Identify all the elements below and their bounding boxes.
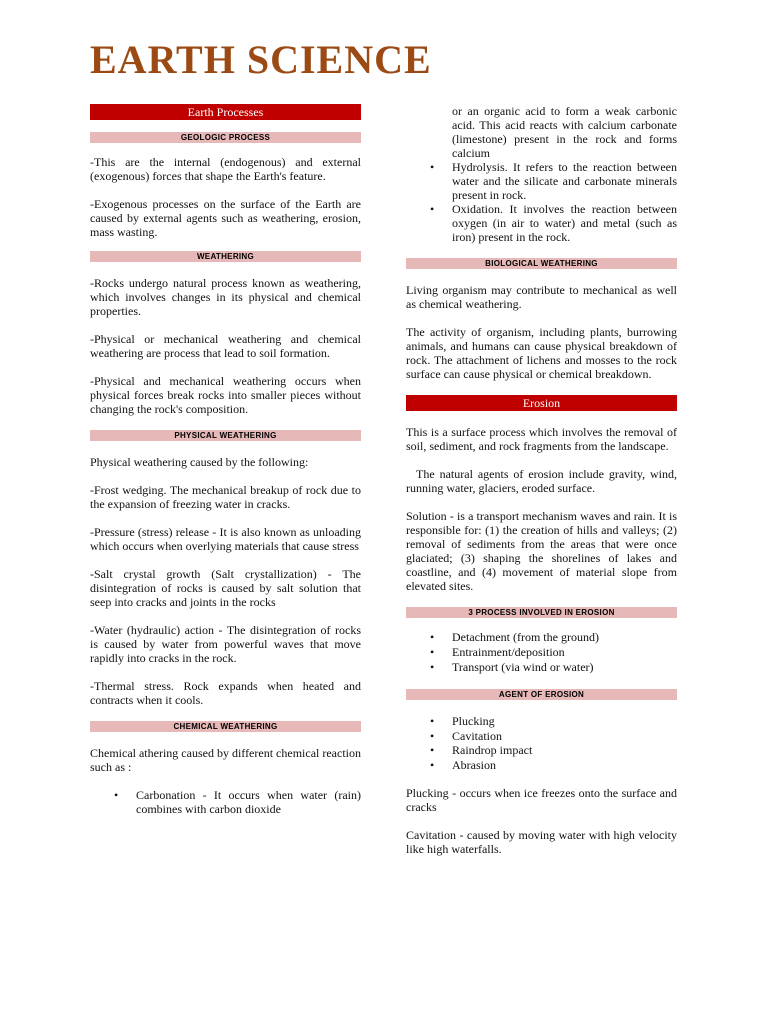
bullet-list [406, 160, 677, 244]
agent-list [406, 714, 677, 772]
section-heading-earth-processes: Earth Processes [90, 104, 361, 120]
list-item: • Entrainment/deposition [452, 645, 677, 660]
paragraph: The activity of organism, including plants, burrowing animals, and humans can cause physical breakdown of rock. The attachment of lichens and mosses to the rock surface can cause physical or chemical breakdown. [406, 325, 677, 381]
paragraph: -Physical and mechanical weathering occurs when physical forces break rocks into smaller pieces without changing the rock's composition. [90, 374, 361, 416]
paragraph: Living organism may contribute to mechanical as well as chemical weathering. [406, 283, 677, 311]
list-item: • Abrasion [452, 758, 677, 773]
paragraph: -Rocks undergo natural process known as weathering, which involves changes in its physical and chemical properties. [90, 276, 361, 318]
list-item: • Oxidation. It involves the reaction between oxygen (in air to water) and metal (such as iron) present in the rock. [452, 202, 677, 244]
paragraph: -This are the internal (endogenous) and external (exogenous) forces that shape the Earth's feature. [90, 155, 361, 183]
bullet-list [90, 788, 361, 816]
paragraph: -Salt crystal growth (Salt crystallization) - The disintegration of rocks is caused by salt solution that seep into cracks and joints in the rocks [90, 567, 361, 609]
paragraph: -Physical or mechanical weathering and chemical weathering are process that lead to soil formation. [90, 332, 361, 360]
paragraph: -Exogenous processes on the surface of the Earth are caused by external agents such as weathering, erosion, mass wasting. [90, 197, 361, 239]
paragraph: or an organic acid to form a weak carbonic acid. This acid reacts with calcium carbonate (limestone) present in the rock and forms calcium [452, 104, 677, 160]
page-title: EARTH SCIENCE [90, 37, 432, 82]
list-item: • Transport (via wind or water) [452, 660, 677, 675]
list-item: • Detachment (from the ground) [452, 630, 677, 645]
paragraph: Physical weathering caused by the following: [90, 455, 309, 469]
subheading-geologic-process: GEOLOGIC PROCESS [90, 132, 361, 143]
list-item: • Hydrolysis. It refers to the reaction between water and the silicate and carbonate minerals present in rock. [452, 160, 677, 202]
list-item: • Carbonation - It occurs when water (rain) combines with carbon dioxide [136, 788, 361, 816]
list-item: • Cavitation [452, 729, 677, 744]
subheading-biological-weathering: BIOLOGICAL WEATHERING [406, 258, 677, 269]
paragraph: -Water (hydraulic) action - The disintegration of rocks is caused by water from powerful waves that move rapidly into cracks in the rock. [90, 623, 361, 665]
left-column [90, 104, 361, 816]
list-item: • Raindrop impact [452, 743, 677, 758]
paragraph: This is a surface process which involves the removal of soil, sediment, and rock fragments from the landscape. [406, 425, 677, 453]
subheading-process-involved: 3 PROCESS INVOLVED IN EROSION [406, 607, 677, 618]
paragraph: -Thermal stress. Rock expands when heated and contracts when it cools. [90, 679, 361, 707]
right-column [406, 104, 677, 856]
process-list [406, 630, 677, 675]
paragraph: Cavitation - caused by moving water with high velocity like high waterfalls. [406, 828, 677, 856]
paragraph: The natural agents of erosion include gravity, wind, running water, glaciers, eroded surface. [406, 467, 677, 495]
subheading-agent-of-erosion: AGENT OF EROSION [406, 689, 677, 700]
paragraph: -Pressure (stress) release - It is also known as unloading which occurs when overlying materials that cause stress [90, 525, 361, 553]
paragraph: -Frost wedging. The mechanical breakup of rock due to the expansion of freezing water in cracks. [90, 483, 361, 511]
paragraph: Chemical athering caused by different chemical reaction such as : [90, 746, 361, 774]
subheading-physical-weathering: PHYSICAL WEATHERING [90, 430, 361, 441]
section-heading-erosion: Erosion [406, 395, 677, 411]
paragraph: Plucking - occurs when ice freezes onto the surface and cracks [406, 786, 677, 814]
paragraph: Solution - is a transport mechanism waves and rain. It is responsible for: (1) the creation of hills and valleys; (2) removal of sediments from the areas that were once glaciated; (3) shaping the shorelines of lakes and coastline, and (4) movement of material slope from elevated sites. [406, 509, 677, 593]
subheading-weathering: WEATHERING [90, 251, 361, 262]
subheading-chemical-weathering: CHEMICAL WEATHERING [90, 721, 361, 732]
list-item: • Plucking [452, 714, 677, 729]
